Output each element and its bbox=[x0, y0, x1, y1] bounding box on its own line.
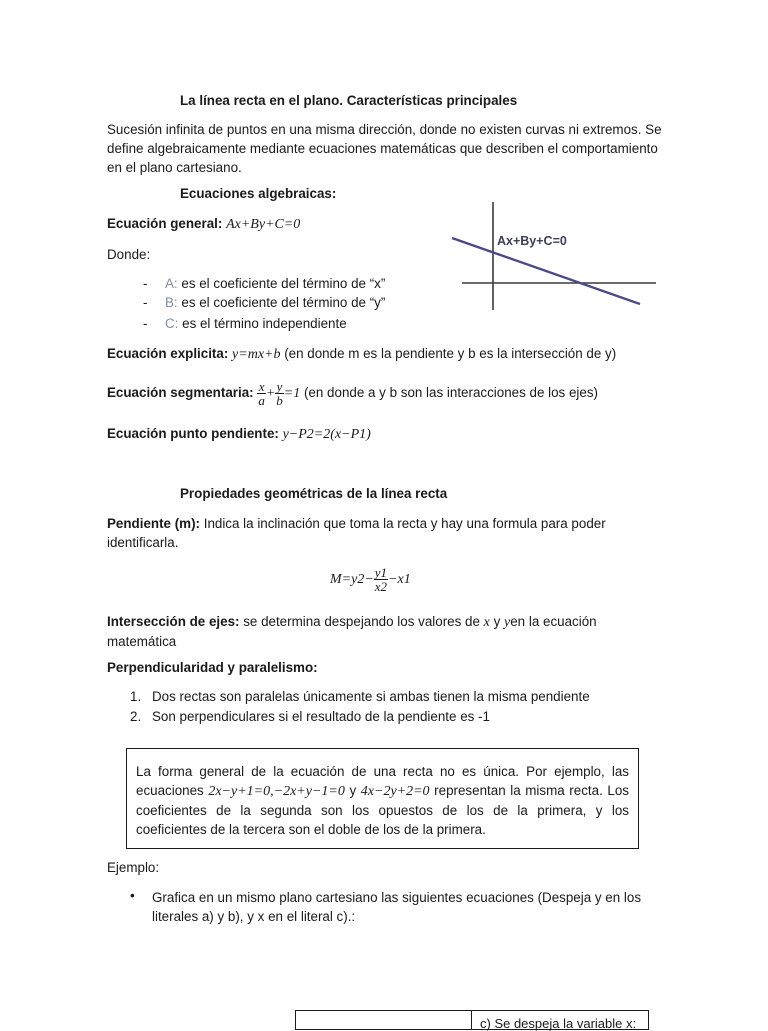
task-text: Grafica en un mismo plano cartesiano las siguientes ecuaciones (Despeja y en los literales a) y b), y x en el literal c).: bbox=[152, 890, 642, 924]
graph-label: Ax+By+C=0 bbox=[497, 234, 567, 248]
list-item bbox=[130, 709, 490, 724]
list-number: 2. bbox=[130, 709, 142, 724]
explicit-equation-formula: y=mx+b bbox=[232, 347, 281, 362]
point-slope-equation bbox=[107, 426, 371, 443]
list-item-text: es el término independiente bbox=[178, 316, 347, 331]
table-cell-right: c) Se despeja la variable x: bbox=[471, 1010, 649, 1030]
intersection-label: Intersección de ejes: bbox=[107, 614, 240, 629]
list-item bbox=[143, 295, 385, 310]
y-connector: y bbox=[489, 614, 505, 629]
slope-fraction: $\frac{y1}{x2}$ bbox=[374, 564, 388, 594]
list-item-text: es el coeficiente del término de “x” bbox=[177, 276, 386, 291]
slope-formula-right: −x1 bbox=[388, 572, 411, 587]
example-label: Ejemplo: bbox=[107, 860, 160, 875]
letter-a: A: bbox=[165, 276, 178, 291]
equations-heading: Ecuaciones algebraicas: bbox=[180, 186, 337, 201]
general-equation bbox=[107, 216, 300, 233]
note-box bbox=[126, 748, 639, 849]
properties-heading: Propiedades geométricas de la línea recta bbox=[180, 486, 448, 501]
segmentary-equation-label: Ecuación segmentaria: bbox=[107, 385, 254, 400]
point-slope-formula: y−P2=2(x−P1) bbox=[282, 427, 371, 442]
list-number: 1. bbox=[130, 689, 142, 704]
segmentary-equation bbox=[107, 376, 598, 411]
intro-paragraph: Sucesión infinita de puntos en una misma dirección, donde no existen curvas ni extremos. Se define algebraicamente mediante ecuaciones matemáticas que describen el comportamiento en el plano cartesiano. bbox=[107, 122, 662, 175]
letter-c: C: bbox=[165, 316, 179, 331]
general-equation-formula: Ax+By+C=0 bbox=[226, 217, 301, 232]
slope-formula bbox=[330, 562, 411, 597]
point-slope-label: Ecuación punto pendiente: bbox=[107, 426, 279, 441]
list-item bbox=[143, 276, 385, 291]
dash-marker: - bbox=[143, 295, 148, 310]
explicit-equation bbox=[107, 346, 616, 363]
dash-marker: - bbox=[143, 276, 148, 291]
intersection-text: se determina despejando los valores de bbox=[239, 614, 484, 629]
list-item bbox=[143, 316, 347, 331]
explicit-equation-note: (en donde m es la pendiente y b es la intersección de y) bbox=[280, 346, 617, 361]
slope-label: Pendiente (m): bbox=[107, 516, 200, 531]
list-item bbox=[130, 689, 590, 704]
slope-formula-left: M=y2− bbox=[330, 572, 374, 587]
perpendicularity-heading: Perpendicularidad y paralelismo: bbox=[107, 660, 318, 675]
fraction-y-over-b: $\frac{y}{b}$ bbox=[276, 378, 283, 408]
slope-paragraph bbox=[107, 514, 667, 552]
segmentary-equation-note: (en donde a y b son las interacciones de los ejes) bbox=[300, 385, 598, 400]
fraction-x-over-a: $\frac{x}{a}$ bbox=[258, 378, 265, 408]
note-connector: y bbox=[344, 783, 361, 798]
letter-b: B: bbox=[165, 295, 178, 310]
note-equations: 2x−y+1=0,−2x+y−1=0 bbox=[208, 784, 345, 799]
note-text: La forma general de la ecuación de una recta no es única. Por ejemplo, las ecuaciones bbox=[136, 764, 629, 798]
explicit-equation-label: Ecuación explicita: bbox=[107, 346, 229, 361]
list-item-text: Dos rectas son paralelas únicamente si ambas tienen la misma pendiente bbox=[152, 689, 590, 704]
task-bullet: • bbox=[130, 888, 135, 903]
slope-text: Indica la inclinación que toma la recta y hay una formula para poder identificarla. bbox=[107, 516, 606, 550]
general-equation-label: Ecuación general: bbox=[107, 216, 223, 231]
donde-label: Donde: bbox=[107, 247, 151, 262]
page-title: La línea recta en el plano. Características principales bbox=[180, 93, 518, 108]
note-equation-3: 4x−2y+2=0 bbox=[360, 784, 430, 799]
equals-one: =1 bbox=[283, 386, 301, 401]
intersection-paragraph bbox=[107, 612, 667, 651]
intersection-text-end: en la ecuación matemática bbox=[107, 614, 597, 649]
list-item-text: Son perpendiculares si el resultado de la pendiente es -1 bbox=[152, 709, 490, 724]
table-cell-left bbox=[295, 1010, 472, 1030]
var-x: x bbox=[483, 615, 490, 630]
dash-marker: - bbox=[143, 316, 148, 331]
line-graph bbox=[448, 200, 660, 316]
plus-sign: + bbox=[265, 386, 276, 401]
note-text-end: representan la misma recta. Los coeficientes de la segunda son los opuestos de los de la primera, y los coeficientes de la tercera son el doble de los de la primera. bbox=[136, 783, 630, 837]
list-item-text: es el coeficiente del término de “y” bbox=[177, 295, 386, 310]
var-y: y bbox=[504, 615, 511, 630]
